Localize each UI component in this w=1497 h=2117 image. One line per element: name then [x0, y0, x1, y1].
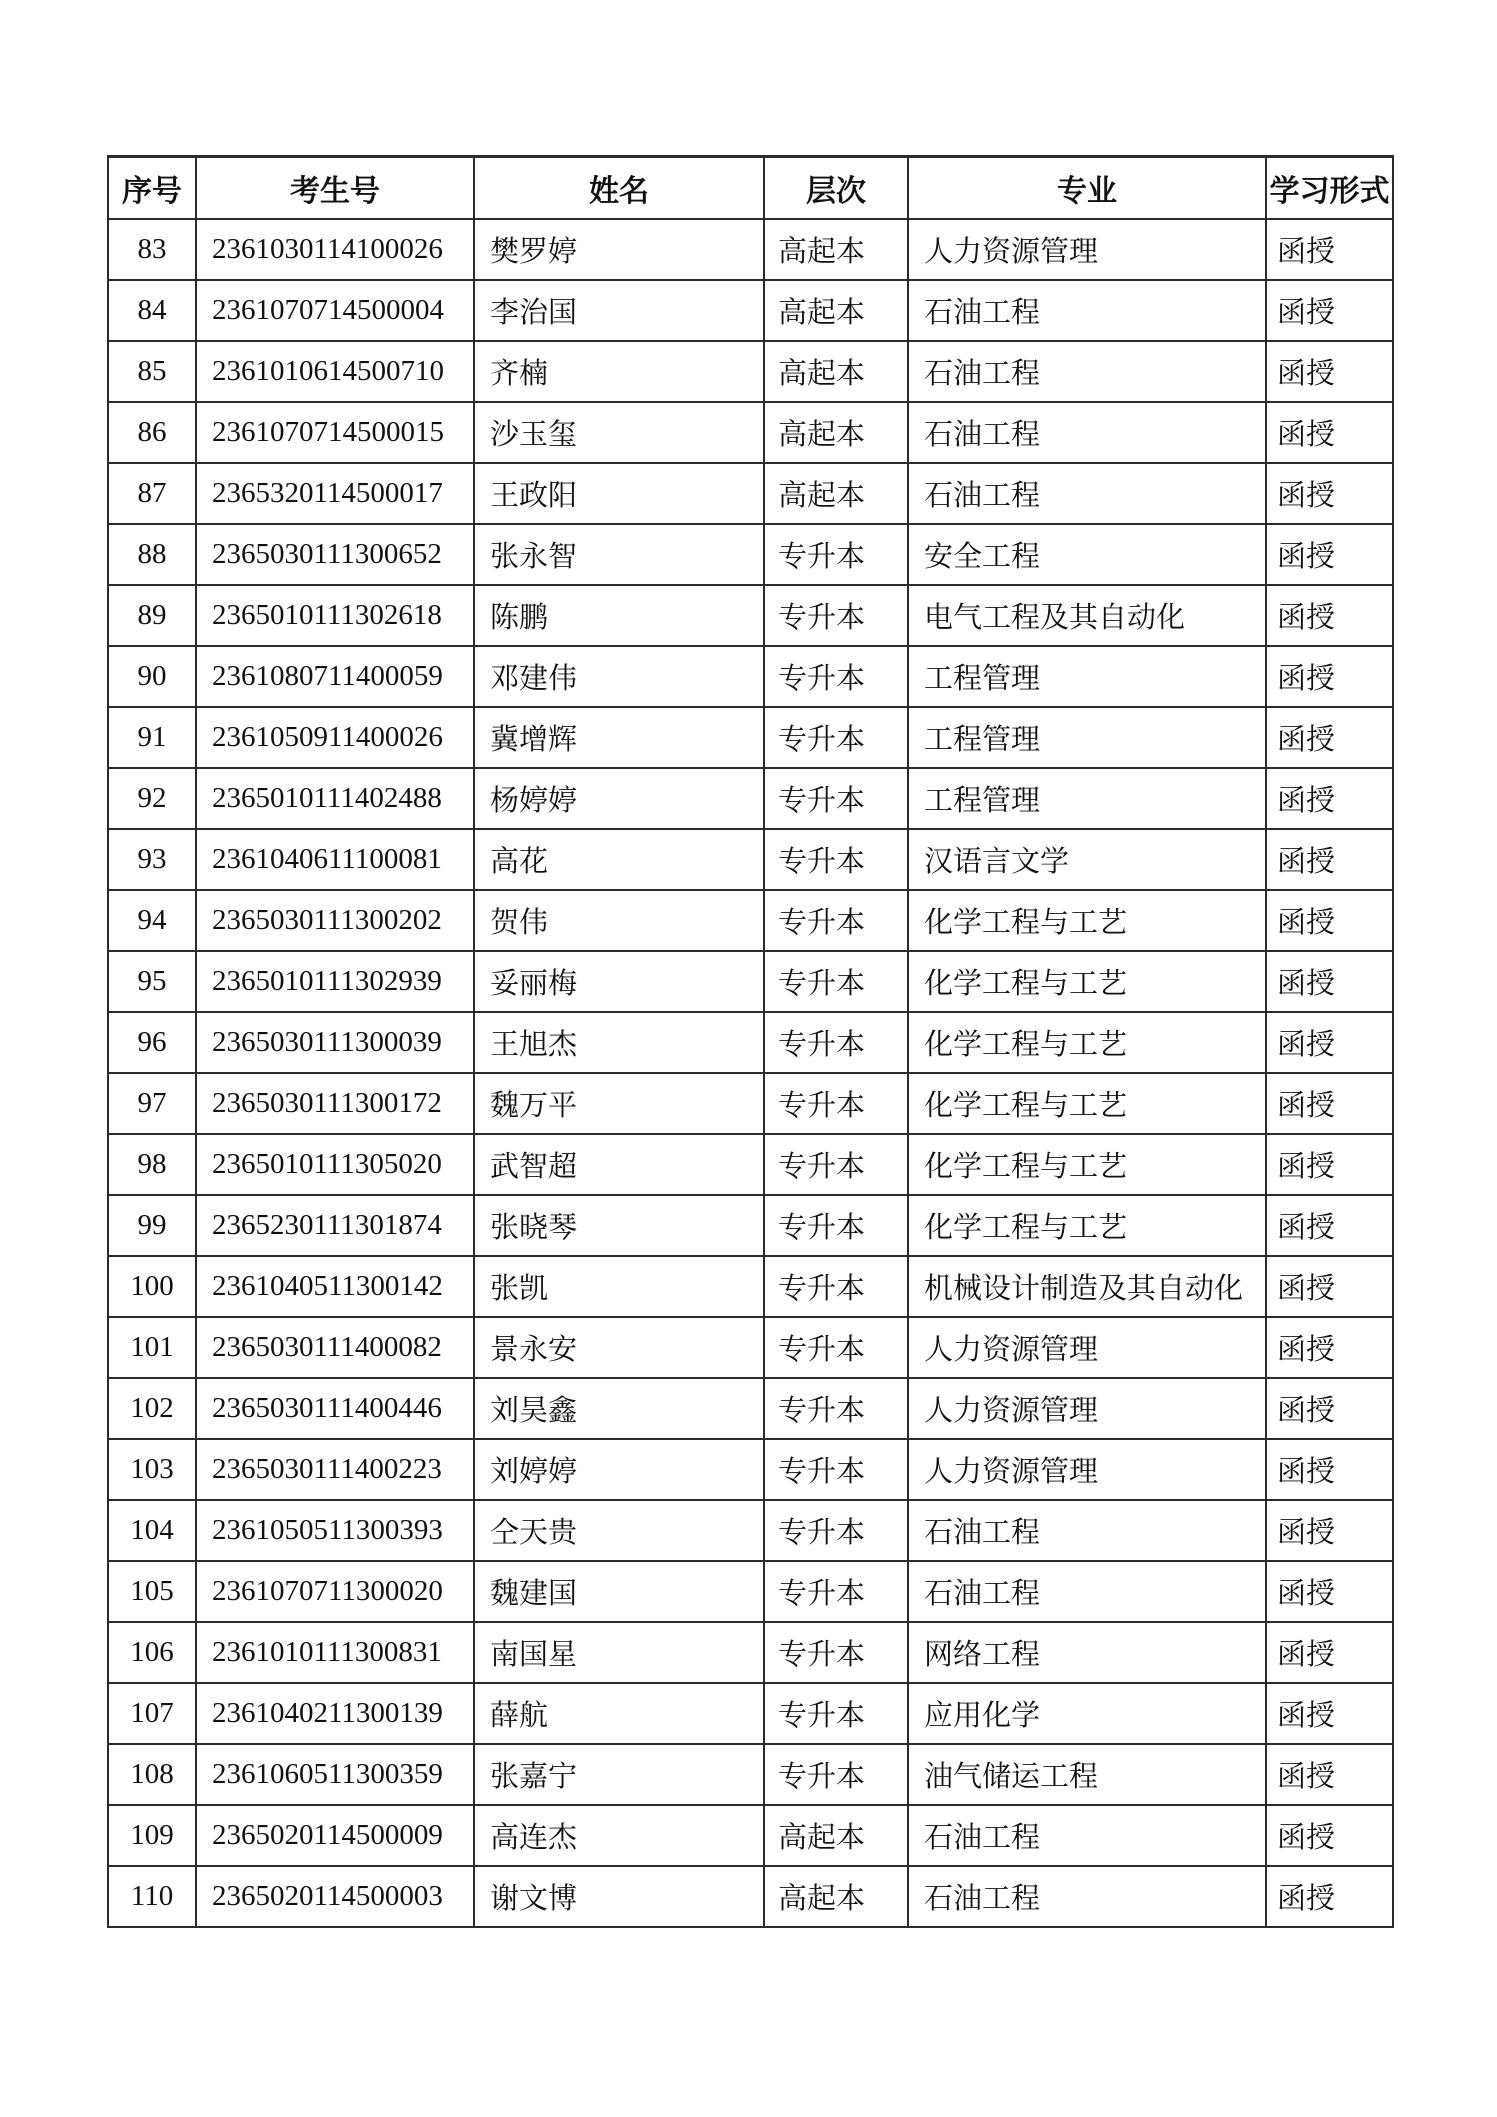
cell-candidate-id: 2365020114500003 [196, 1866, 474, 1927]
cell-name: 张永智 [474, 524, 764, 585]
cell-candidate-id: 2365230111301874 [196, 1195, 474, 1256]
table-row [108, 1561, 1393, 1622]
cell-study-form: 函授 [1266, 1012, 1393, 1073]
cell-serial-number: 90 [108, 646, 196, 707]
cell-name: 南国星 [474, 1622, 764, 1683]
cell-study-form: 函授 [1266, 890, 1393, 951]
cell-major: 石油工程 [908, 280, 1266, 341]
column-header-serial-number: 序号 [108, 157, 196, 219]
cell-level: 高起本 [764, 280, 908, 341]
cell-study-form: 函授 [1266, 951, 1393, 1012]
table-row [108, 1134, 1393, 1195]
cell-serial-number: 92 [108, 768, 196, 829]
cell-candidate-id: 2361040211300139 [196, 1683, 474, 1744]
cell-study-form: 函授 [1266, 524, 1393, 585]
cell-name: 张晓琴 [474, 1195, 764, 1256]
cell-study-form: 函授 [1266, 646, 1393, 707]
cell-serial-number: 88 [108, 524, 196, 585]
cell-candidate-id: 2365030111300652 [196, 524, 474, 585]
table-row [108, 1500, 1393, 1561]
cell-candidate-id: 2365030111300172 [196, 1073, 474, 1134]
cell-serial-number: 99 [108, 1195, 196, 1256]
table-row [108, 1012, 1393, 1073]
cell-major: 油气储运工程 [908, 1744, 1266, 1805]
cell-name: 高连杰 [474, 1805, 764, 1866]
cell-name: 谢文博 [474, 1866, 764, 1927]
cell-name: 刘昊鑫 [474, 1378, 764, 1439]
cell-serial-number: 107 [108, 1683, 196, 1744]
candidate-roster-table [107, 155, 1394, 1928]
table-row [108, 1622, 1393, 1683]
cell-name: 冀增辉 [474, 707, 764, 768]
cell-level: 专升本 [764, 524, 908, 585]
cell-major: 石油工程 [908, 341, 1266, 402]
cell-serial-number: 109 [108, 1805, 196, 1866]
cell-name: 张嘉宁 [474, 1744, 764, 1805]
cell-study-form: 函授 [1266, 1195, 1393, 1256]
cell-level: 专升本 [764, 768, 908, 829]
cell-major: 化学工程与工艺 [908, 1012, 1266, 1073]
cell-study-form: 函授 [1266, 1256, 1393, 1317]
cell-study-form: 函授 [1266, 1561, 1393, 1622]
cell-candidate-id: 2361050511300393 [196, 1500, 474, 1561]
cell-study-form: 函授 [1266, 1744, 1393, 1805]
column-header-level: 层次 [764, 157, 908, 219]
cell-study-form: 函授 [1266, 829, 1393, 890]
cell-candidate-id: 2365320114500017 [196, 463, 474, 524]
cell-candidate-id: 2361030114100026 [196, 219, 474, 280]
cell-level: 专升本 [764, 707, 908, 768]
cell-name: 刘婷婷 [474, 1439, 764, 1500]
cell-level: 专升本 [764, 1500, 908, 1561]
cell-name: 陈鹏 [474, 585, 764, 646]
table-row [108, 585, 1393, 646]
cell-level: 专升本 [764, 1317, 908, 1378]
table-row [108, 402, 1393, 463]
cell-candidate-id: 2365010111402488 [196, 768, 474, 829]
cell-study-form: 函授 [1266, 280, 1393, 341]
cell-study-form: 函授 [1266, 768, 1393, 829]
cell-serial-number: 106 [108, 1622, 196, 1683]
cell-serial-number: 101 [108, 1317, 196, 1378]
cell-candidate-id: 2361080711400059 [196, 646, 474, 707]
table-row [108, 951, 1393, 1012]
cell-serial-number: 95 [108, 951, 196, 1012]
cell-serial-number: 102 [108, 1378, 196, 1439]
cell-level: 专升本 [764, 1744, 908, 1805]
cell-level: 专升本 [764, 1012, 908, 1073]
column-header-name: 姓名 [474, 157, 764, 219]
table-row [108, 1439, 1393, 1500]
table-row [108, 1378, 1393, 1439]
cell-major: 网络工程 [908, 1622, 1266, 1683]
cell-candidate-id: 2365030111400446 [196, 1378, 474, 1439]
cell-study-form: 函授 [1266, 1622, 1393, 1683]
cell-name: 薛航 [474, 1683, 764, 1744]
cell-name: 齐楠 [474, 341, 764, 402]
cell-study-form: 函授 [1266, 1805, 1393, 1866]
table-row [108, 524, 1393, 585]
cell-candidate-id: 2361010111300831 [196, 1622, 474, 1683]
cell-name: 李治国 [474, 280, 764, 341]
cell-name: 妥丽梅 [474, 951, 764, 1012]
cell-study-form: 函授 [1266, 585, 1393, 646]
cell-serial-number: 83 [108, 219, 196, 280]
cell-major: 工程管理 [908, 707, 1266, 768]
cell-candidate-id: 2361050911400026 [196, 707, 474, 768]
cell-study-form: 函授 [1266, 463, 1393, 524]
cell-major: 人力资源管理 [908, 1317, 1266, 1378]
cell-major: 化学工程与工艺 [908, 951, 1266, 1012]
cell-serial-number: 89 [108, 585, 196, 646]
cell-serial-number: 103 [108, 1439, 196, 1500]
cell-level: 专升本 [764, 1195, 908, 1256]
cell-study-form: 函授 [1266, 341, 1393, 402]
cell-name: 高花 [474, 829, 764, 890]
cell-level: 专升本 [764, 1439, 908, 1500]
cell-serial-number: 108 [108, 1744, 196, 1805]
column-header-study-form: 学习形式 [1266, 157, 1393, 219]
cell-study-form: 函授 [1266, 1683, 1393, 1744]
cell-name: 张凯 [474, 1256, 764, 1317]
cell-major: 人力资源管理 [908, 1378, 1266, 1439]
cell-serial-number: 84 [108, 280, 196, 341]
cell-level: 专升本 [764, 1622, 908, 1683]
cell-level: 专升本 [764, 951, 908, 1012]
table-row [108, 463, 1393, 524]
cell-study-form: 函授 [1266, 219, 1393, 280]
table-row [108, 341, 1393, 402]
cell-candidate-id: 2365010111302939 [196, 951, 474, 1012]
cell-major: 安全工程 [908, 524, 1266, 585]
table-row [108, 1683, 1393, 1744]
cell-name: 王政阳 [474, 463, 764, 524]
cell-major: 汉语言文学 [908, 829, 1266, 890]
cell-name: 邓建伟 [474, 646, 764, 707]
cell-candidate-id: 2361040511300142 [196, 1256, 474, 1317]
table-row [108, 768, 1393, 829]
cell-candidate-id: 2365010111305020 [196, 1134, 474, 1195]
cell-major: 化学工程与工艺 [908, 890, 1266, 951]
cell-major: 工程管理 [908, 768, 1266, 829]
cell-candidate-id: 2361040611100081 [196, 829, 474, 890]
cell-name: 杨婷婷 [474, 768, 764, 829]
cell-study-form: 函授 [1266, 402, 1393, 463]
cell-serial-number: 93 [108, 829, 196, 890]
cell-candidate-id: 2365030111400223 [196, 1439, 474, 1500]
cell-candidate-id: 2361060511300359 [196, 1744, 474, 1805]
table-row [108, 1256, 1393, 1317]
table-row [108, 1866, 1393, 1927]
cell-name: 仝天贵 [474, 1500, 764, 1561]
cell-level: 高起本 [764, 402, 908, 463]
cell-name: 樊罗婷 [474, 219, 764, 280]
cell-major: 化学工程与工艺 [908, 1195, 1266, 1256]
cell-level: 专升本 [764, 585, 908, 646]
cell-serial-number: 96 [108, 1012, 196, 1073]
cell-level: 高起本 [764, 1866, 908, 1927]
table-row [108, 1073, 1393, 1134]
cell-name: 沙玉玺 [474, 402, 764, 463]
cell-candidate-id: 2365030111300202 [196, 890, 474, 951]
cell-candidate-id: 2361070711300020 [196, 1561, 474, 1622]
cell-major: 化学工程与工艺 [908, 1073, 1266, 1134]
table-row [108, 1744, 1393, 1805]
column-header-major: 专业 [908, 157, 1266, 219]
cell-major: 电气工程及其自动化 [908, 585, 1266, 646]
cell-level: 专升本 [764, 1073, 908, 1134]
table-row [108, 219, 1393, 280]
cell-study-form: 函授 [1266, 707, 1393, 768]
cell-serial-number: 105 [108, 1561, 196, 1622]
cell-serial-number: 87 [108, 463, 196, 524]
cell-level: 专升本 [764, 1256, 908, 1317]
table-body [108, 219, 1393, 1927]
cell-candidate-id: 2361070714500004 [196, 280, 474, 341]
cell-study-form: 函授 [1266, 1439, 1393, 1500]
column-header-candidate-id: 考生号 [196, 157, 474, 219]
cell-study-form: 函授 [1266, 1073, 1393, 1134]
cell-candidate-id: 2361070714500015 [196, 402, 474, 463]
cell-name: 魏万平 [474, 1073, 764, 1134]
cell-level: 专升本 [764, 1378, 908, 1439]
header-row [108, 157, 1393, 219]
cell-serial-number: 86 [108, 402, 196, 463]
table-row [108, 646, 1393, 707]
cell-study-form: 函授 [1266, 1866, 1393, 1927]
cell-major: 石油工程 [908, 463, 1266, 524]
cell-major: 石油工程 [908, 1805, 1266, 1866]
cell-level: 专升本 [764, 646, 908, 707]
table-row [108, 890, 1393, 951]
cell-level: 专升本 [764, 890, 908, 951]
cell-serial-number: 91 [108, 707, 196, 768]
cell-name: 贺伟 [474, 890, 764, 951]
cell-level: 高起本 [764, 1805, 908, 1866]
cell-name: 魏建国 [474, 1561, 764, 1622]
cell-level: 专升本 [764, 1561, 908, 1622]
cell-study-form: 函授 [1266, 1134, 1393, 1195]
table-row [108, 707, 1393, 768]
cell-candidate-id: 2365010111302618 [196, 585, 474, 646]
cell-major: 石油工程 [908, 402, 1266, 463]
table-row [108, 829, 1393, 890]
cell-candidate-id: 2365020114500009 [196, 1805, 474, 1866]
cell-name: 景永安 [474, 1317, 764, 1378]
cell-major: 石油工程 [908, 1500, 1266, 1561]
cell-serial-number: 104 [108, 1500, 196, 1561]
cell-name: 王旭杰 [474, 1012, 764, 1073]
cell-level: 高起本 [764, 463, 908, 524]
cell-major: 石油工程 [908, 1561, 1266, 1622]
table-row [108, 1805, 1393, 1866]
cell-candidate-id: 2365030111400082 [196, 1317, 474, 1378]
cell-serial-number: 85 [108, 341, 196, 402]
cell-major: 机械设计制造及其自动化 [908, 1256, 1266, 1317]
table-row [108, 1317, 1393, 1378]
cell-serial-number: 110 [108, 1866, 196, 1927]
cell-level: 专升本 [764, 1134, 908, 1195]
cell-major: 人力资源管理 [908, 1439, 1266, 1500]
cell-serial-number: 98 [108, 1134, 196, 1195]
cell-major: 工程管理 [908, 646, 1266, 707]
cell-name: 武智超 [474, 1134, 764, 1195]
cell-level: 专升本 [764, 1683, 908, 1744]
cell-study-form: 函授 [1266, 1317, 1393, 1378]
cell-candidate-id: 2361010614500710 [196, 341, 474, 402]
cell-major: 化学工程与工艺 [908, 1134, 1266, 1195]
cell-candidate-id: 2365030111300039 [196, 1012, 474, 1073]
cell-level: 高起本 [764, 219, 908, 280]
cell-serial-number: 97 [108, 1073, 196, 1134]
cell-serial-number: 94 [108, 890, 196, 951]
table-row [108, 1195, 1393, 1256]
cell-major: 石油工程 [908, 1866, 1266, 1927]
cell-level: 高起本 [764, 341, 908, 402]
table-row [108, 280, 1393, 341]
cell-study-form: 函授 [1266, 1378, 1393, 1439]
cell-serial-number: 100 [108, 1256, 196, 1317]
cell-study-form: 函授 [1266, 1500, 1393, 1561]
cell-major: 应用化学 [908, 1683, 1266, 1744]
cell-level: 专升本 [764, 829, 908, 890]
cell-major: 人力资源管理 [908, 219, 1266, 280]
